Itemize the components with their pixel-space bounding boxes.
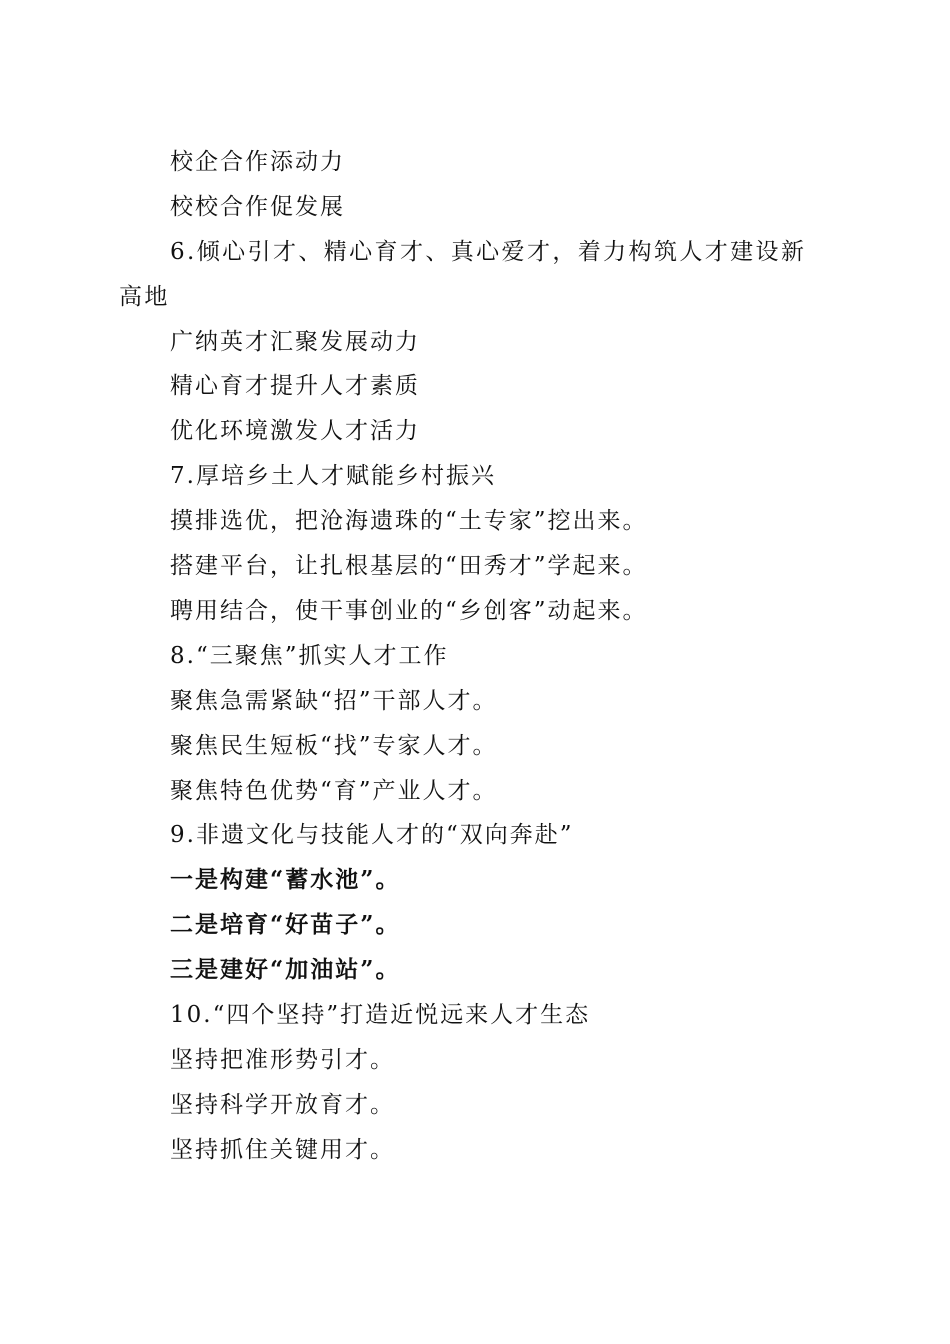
text-line: 广纳英才汇聚发展动力	[170, 328, 420, 355]
section-heading: 8.“三聚焦”抓实人才工作	[170, 642, 449, 669]
text-line: 摸排选优，把沧海遗珠的“土专家”挖出来。	[170, 508, 648, 535]
text-line: 搭建平台，让扎根基层的“田秀才”学起来。	[170, 553, 648, 580]
text-line: 坚持把准形势引才。	[170, 1046, 395, 1073]
section-heading: 6.倾心引才、精心育才、真心爱才，着力构筑人才建设新高地	[119, 238, 807, 310]
bold-text-line: 一是构建“蓄水池”。	[170, 866, 401, 894]
text-line: 优化环境激发人才活力	[170, 418, 420, 445]
bold-text-line: 二是培育“好苗子”。	[170, 911, 401, 939]
text-line: 聚焦民生短板“找”专家人才。	[170, 732, 498, 759]
section-heading: 9.非遗文化与技能人才的“双向奔赴”	[170, 822, 574, 849]
text-line: 坚持抓住关键用才。	[170, 1136, 395, 1163]
section-heading: 7.厚培乡土人才赋能乡村振兴	[170, 463, 496, 490]
text-line: 聚焦特色优势“育”产业人才。	[170, 777, 498, 804]
text-line: 聚焦急需紧缺“招”干部人才。	[170, 687, 498, 714]
text-line: 校企合作添动力	[170, 149, 345, 175]
section-heading: 10.“四个坚持”打造近悦远来人才生态	[170, 1001, 591, 1028]
text-line: 聘用结合，使干事创业的“乡创客”动起来。	[170, 597, 648, 624]
bold-text-line: 三是建好“加油站”。	[170, 956, 401, 984]
text-line: 坚持科学开放育才。	[170, 1091, 395, 1118]
text-line: 校校合作促发展	[170, 193, 345, 220]
text-line: 精心育才提升人才素质	[170, 373, 420, 400]
document-body	[119, 140, 831, 1173]
